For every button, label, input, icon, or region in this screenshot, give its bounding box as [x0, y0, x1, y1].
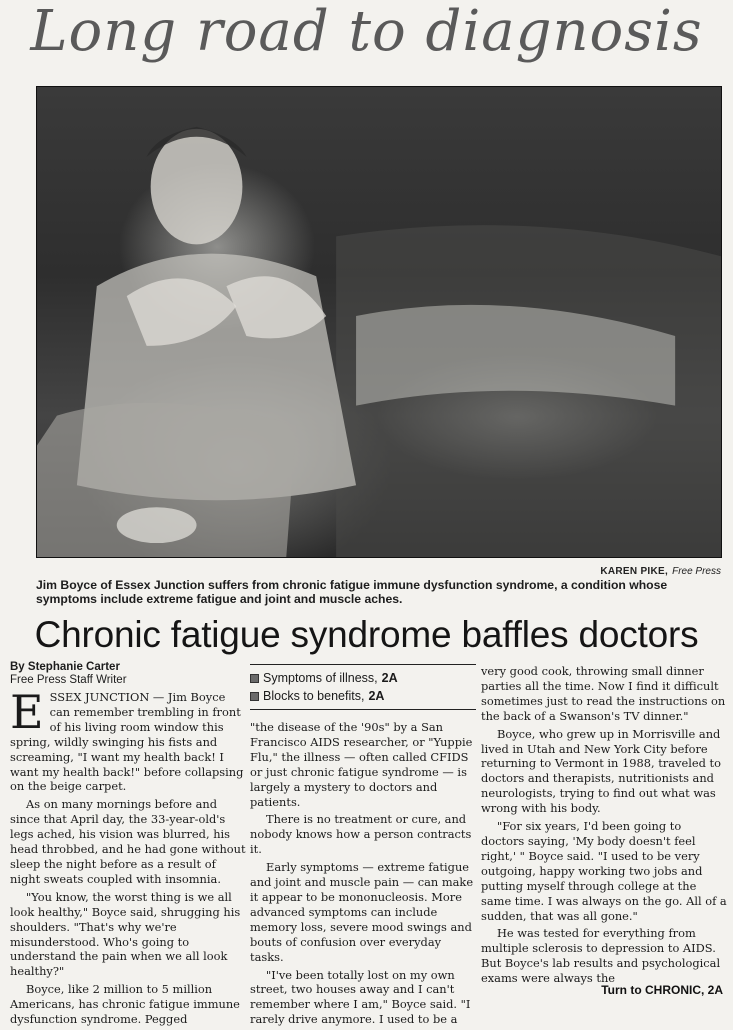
news-photo	[36, 86, 722, 558]
paragraph: "You know, the worst thing is we all look healthy," Boyce said, shrugging his shoulders. "That's why we're misunderstood. Who's going to understand the pain when we all look healthy?"	[10, 889, 241, 979]
paragraph: Boyce, who grew up in Morrisville and lived in Utah and New York City before returning to Vermont in 1988, traveled to doctors and therapists, nutritionists and neurologists, trying to find out what was wrong with his body.	[481, 726, 721, 816]
man-head-shape	[151, 129, 243, 245]
byline-role: Free Press Staff Writer	[10, 674, 127, 686]
main-headline: Chronic fatigue syndrome baffles doctors	[34, 614, 699, 655]
drop-cap: E	[10, 685, 44, 739]
article-column-2	[250, 664, 476, 1030]
paragraph: Early symptoms — extreme fatigue and joint and muscle pain — can make it appear to be mononucleosis. More advanced symptoms can include memory loss, severe mood swings and bouts of confusion over everyday tasks.	[250, 860, 474, 964]
photo-credit	[600, 566, 721, 577]
article-column-1	[10, 685, 246, 1030]
related-story-benefits[interactable]: Blocks to benefits, 2A	[250, 687, 476, 705]
photo-illustration	[37, 87, 721, 557]
photo-caption: Jim Boyce of Essex Junction suffers from chronic fatigue immune dysfunction syndrome, a condition whose symptoms include extreme fatigue and joint and muscle aches.	[36, 578, 668, 606]
paragraph: "the disease of the '90s" by a San Francisco AIDS researcher, or "Yuppie Flu," the illness — often called CFIDS or just chronic fatigue syndrome — is largely a mystery to doctors and patients.	[250, 720, 473, 809]
photo-credit-name: KAREN PIKE,	[600, 566, 669, 577]
related-story-symptoms[interactable]: Symptoms of illness, 2A	[250, 669, 476, 687]
paragraph: He was tested for everything from multiple sclerosis to depression to AIDS. But Boyce's lab results and psychological exams were always the	[481, 926, 721, 986]
lead-paragraph: ESSEX JUNCTION — Jim Boyce can remember trembling in front of his living room window this spring, wildly swinging his fists and screaming, "I want my health back! I want my health back!" before collapsing on the beige carpet.	[10, 685, 244, 794]
paragraph: "For six years, I'd been going to doctors saying, 'My body doesn't feel right,' " Boyce said. "I used to be very outgoing, happy working two jobs and putting myself through college at the same time. I was always on the go. All of a sudden, that was all gone."	[481, 819, 727, 923]
paragraph: "I've been totally lost on my own street, two houses away and I can't remember where I am," Boyce said. "I rarely drive anymore. I used to be a	[250, 967, 471, 1027]
photo-credit-org: Free Press	[672, 566, 721, 577]
paragraph: There is no treatment or cure, and nobody knows how a person contracts it.	[250, 812, 472, 857]
bullet-square-icon	[250, 674, 259, 683]
paragraph: Boyce, like 2 million to 5 million Americans, has chronic fatigue immune dysfunction syndrome. Pegged	[10, 982, 240, 1027]
related-stories-box	[250, 664, 476, 710]
article-column-3	[481, 664, 727, 989]
paragraph: As on many mornings before and since that April day, the 33-year-old's legs ached, his vision was blurred, his head throbbed, and he had gone without sleep the night before as a result of night sweats coupled with insomnia.	[10, 797, 246, 886]
byline-author: By Stephanie Carter	[10, 661, 120, 673]
kicker-headline: Long road to diagnosis	[30, 0, 703, 64]
bullet-square-icon	[250, 692, 259, 701]
paragraph: very good cook, throwing small dinner parties all the time. Now I find it difficult sometimes just to read the instructions on the back of a Swanson's TV dinner."	[481, 664, 726, 723]
byline	[10, 661, 127, 687]
jump-line[interactable]: Turn to CHRONIC, 2A	[601, 983, 723, 997]
